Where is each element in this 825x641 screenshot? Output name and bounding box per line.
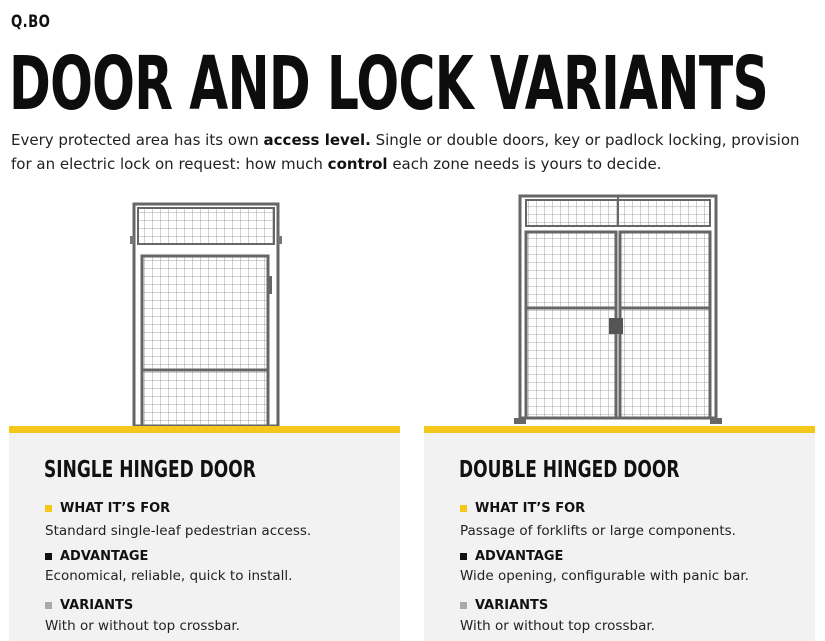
- double-hinged-door-icon: [512, 190, 724, 426]
- variants-heading: [45, 598, 133, 613]
- advantage-label: ADVANTAGE: [60, 549, 149, 564]
- page-title: DOOR AND LOCK VARIANTS: [9, 41, 769, 127]
- black-square-icon: [460, 553, 467, 560]
- advantage-heading: [45, 549, 148, 564]
- what-for-label: WHAT IT’S FOR: [60, 501, 171, 516]
- yellow-square-icon: [460, 505, 467, 512]
- variants-label: VARIANTS: [475, 598, 549, 613]
- advantage-text: Economical, reliable, quick to install.: [45, 568, 293, 584]
- variants-text: With or without top crossbar.: [45, 618, 240, 634]
- card-title: DOUBLE HINGED DOOR: [459, 457, 680, 483]
- gray-square-icon: [45, 602, 52, 609]
- black-square-icon: [45, 553, 52, 560]
- single-hinged-door-icon: [128, 196, 288, 426]
- variants-heading: [460, 598, 548, 613]
- gray-square-icon: [460, 602, 467, 609]
- advantage-heading: [460, 549, 563, 564]
- what-for-label: WHAT IT’S FOR: [475, 501, 586, 516]
- single-door-card: [9, 426, 400, 641]
- yellow-square-icon: [45, 505, 52, 512]
- brand-label: Q.BO: [11, 12, 51, 32]
- advantage-label: ADVANTAGE: [475, 549, 564, 564]
- what-for-heading: [45, 501, 170, 516]
- card-title: SINGLE HINGED DOOR: [44, 457, 256, 483]
- variants-label: VARIANTS: [60, 598, 134, 613]
- variants-text: With or without top crossbar.: [460, 618, 655, 634]
- double-door-card: [424, 426, 815, 641]
- what-for-text: Passage of forklifts or large components.: [460, 523, 736, 539]
- advantage-text: Wide opening, configurable with panic bar.: [460, 568, 749, 584]
- what-for-heading: [460, 501, 585, 516]
- what-for-text: Standard single-leaf pedestrian access.: [45, 523, 312, 539]
- intro-paragraph: Every protected area has its own access level. Single or double doors, key or padlock locking, provision for an electric lock on request: how much control each zone needs is yours to decide.: [11, 131, 800, 173]
